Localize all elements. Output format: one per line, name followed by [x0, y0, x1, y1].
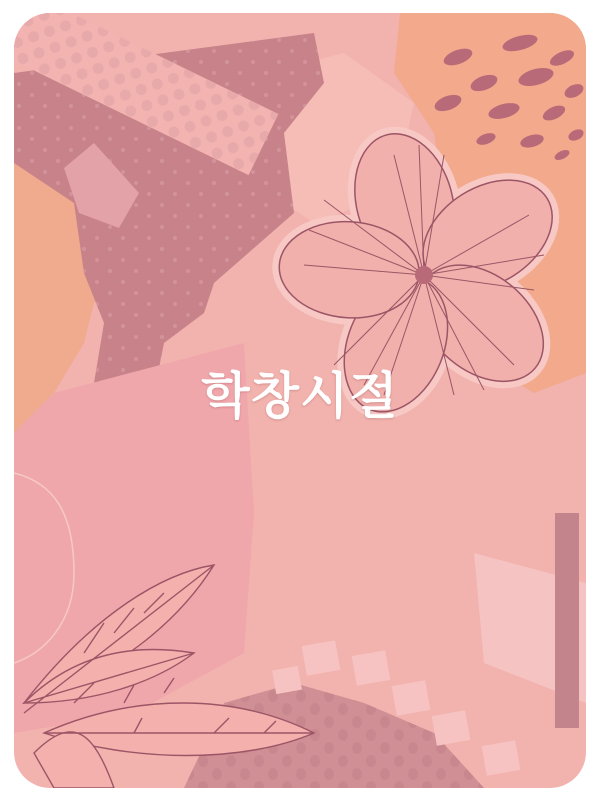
brick-stripe	[555, 513, 579, 728]
card-title: 학창시절	[201, 367, 399, 425]
title-card	[14, 13, 586, 788]
